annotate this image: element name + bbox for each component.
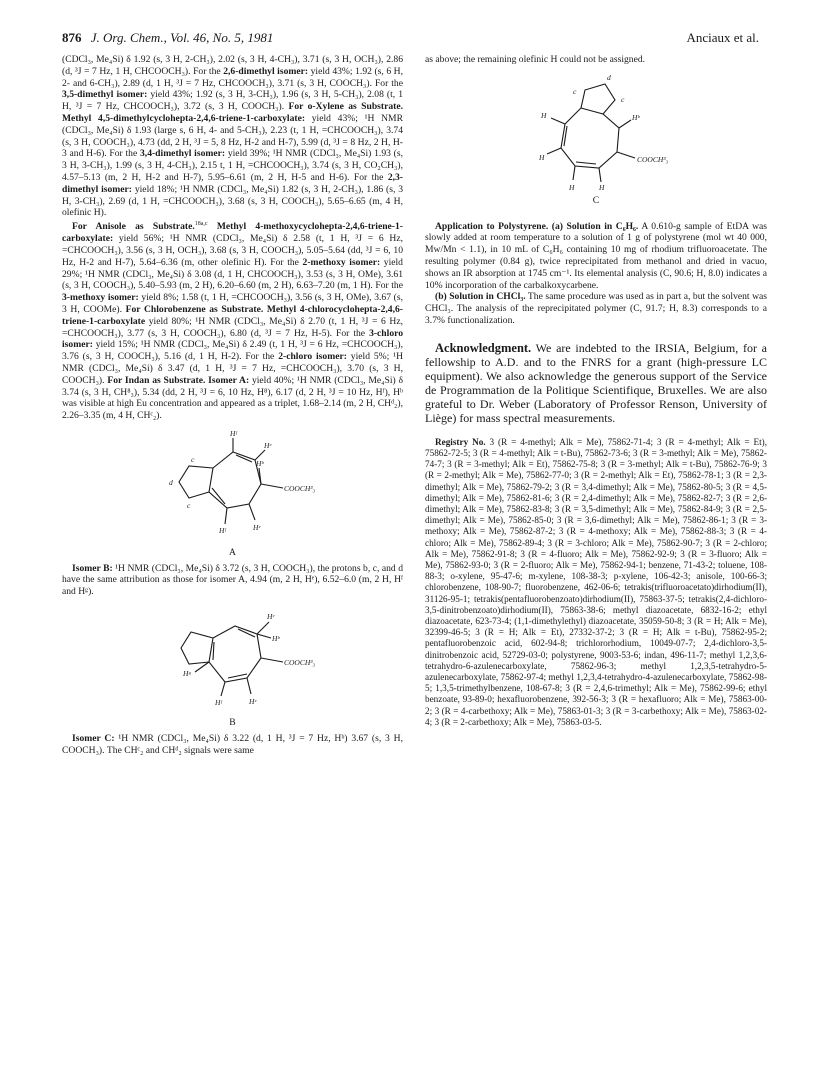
paragraph-isomer-c: Isomer C: ¹H NMR (CDCl₃, Me₄Si) δ 3.22 (d, 1 H, ³J = 7 Hz, Hᵇ) 3.67 (s, 3 H, COOCH₃). The CHᶜ₂ and CHᵈ₂ signals were same [62,732,403,756]
paragraph-isomer-b: Isomer B: ¹H NMR (CDCl₃, Me₄Si) δ 3.72 (s, 3 H, COOCH₃), the protons b, c, and d have the same attribution as those for isomer A, 4.94 (m, 2 H, Hᵉ), 6.52–6.0 (m, 2 H, Hᶠ and Hᵍ). [62,562,404,598]
label-hb: Hᵇ [632,112,640,122]
journal-citation: J. Org. Chem., Vol. 46, No. 5, 1981 [90,30,274,45]
structure-a [143,428,323,559]
registry-title: Registry No. [435,436,486,447]
structure-b-drawing [143,604,323,716]
structure-b [143,604,323,729]
label-hg: Hᵍ [182,669,191,679]
paragraph-continuation: as above; the remaining olefinic H could not be assigned. [425,54,646,65]
label-h1: H [541,110,547,120]
paragraph-xylene: (CDCl₃, Me₄Si) δ 1.92 (s, 3 H, 2-CH₃), 2.02 (s, 3 H, 4-CH₃), 3.71 (s, 3 H, OCH₃), 2.86 (d, ³J = 7 Hz, 1 H, CHCOOCH₃). For the 2,6-dimethyl isomer: yield 43%; 1.92 (s, 6 H, 2- and 6-CH₃), 2.89 (d, 1 H, ³J = 7 Hz, CHCOOCH₃), 3.71 (s, 3 H, COOCH₃). For the 3,5-dimethyl isomer: yield 43%; 1.92 (s, 3 H, 3-CH₃), 1.96 (s, 3 H, 5-CH₃), 2.08 (t, 1 H, ³J = 7 Hz, CHCOOCH₃), 3.72 (s, 3 H, COOCH₃). For o-Xylene as Substrate. Methyl 4,5-dimethylcyclohepta-2,4,6-triene-1-carboxylate: yield 43%; ¹H NMR (CDCl₃, Me₄Si) δ 1.93 (large s, 6 H, 4- and 5-CH₃), 2.23 (t, 1 H, =CHCOOCH₃), 3.74 (s, 3 H, COOCH₃), 4.73 (dd, 2 H, ³J = 5, 8 Hz, H-2 and H-7), 5.99 (d, ³J = 8 Hz, 2 H, H-3 and H-6). For the 3,4-dimethyl isomer: yield 39%; ¹H NMR (CDCl₃, Me₄Si) 1.93 (s, 3 H, 3-CH₃), 1.99 (s, 3 H, 4-CH₃), 2.15 t, 1 H, =CHCOOCH₃), 3.74 (s, 3 H, CO₂CH₃), 4.57–5.13 (m, 2 H, H-2 and H-7), 5.95–6.61 (m, 2 H, H-5 and H-6). For the 2,3-dimethyl isomer: yield 18%; ¹H NMR (CDCl₃, Me₄Si) 1.82 (s, 3 H, 2-CH₃), 1.86 (s, 3 H, 3-CH₃), 2.69 (d, 1 H, =CHCOOCH₃), 3.68 (s, 3 H, COOCH₃), 5.65–6.65 (m, 4 H, olefinic H). [62,54,404,219]
label-d: d [168,477,173,487]
label-he-top: Hᵉ [263,440,271,450]
paragraph-polystyrene-a: Application to Polystyrene. (a) Solution in C₆H₆. A 0.610-g sample of EtDA was slowly added at room temperature to a solution of 1 g of polystyrene (mol wt 40 000, Mw/Mn < 1.1), in 10 mL of C₆H₆ containing 10 mg of rhodium trifluoroacetate. The resulting polymer (0.84 g), twice reprecipitated from methanol and dried in vacuo, shows an IR absorption at 1745 cm⁻¹. Its elemental analysis (C, 90.6; H, 8.0) indicates a 10% incorporation of the carbalkoxycarbene. [425,220,767,291]
label-c-top: c [190,454,194,464]
paragraph-anisole: For Anisole as Substrate.$^{18a,c}$ Methyl 4-methoxycyclohepta-2,4,6-triene-1-carboxylate: yield 56%; ¹H NMR (CDCl₃, Me₄Si) δ 2.58 (t, 1 H, ³J = 6 Hz, =CHCOOCH₃), 3.56 (s, 3 H, OCH₃), 3.68 (s, 3 H, COOCH₃), 5.05–5.64 (dd, ³J = 6, 10 Hz, H-2 and H-7), 5.64–6.36 (m, other olefinic H). For the 2-methoxy isomer: yield 29%; ¹H NMR (CDCl₃, Me₄Si) δ 3.08 (d, 1 H, CHCOOCH₃), 3.53 (s, 3 H, OMe), 3.61 (s, 3 H, COOCH₃), 5.40–5.93 (m, 2 H), 6.20–6.60 (m, 2 H), 6.63–7.20 (m, 1 H). For the 3-methoxy isomer: yield 8%; 1.58 (t, 1 H, =CHCOOCH₃), 3.56 (s, 3 H, OMe), 3.67 (s, 3 H, COOMe). For Chlorobenzene as Substrate. Methyl 4-chlorocyclohepta-2,4,6-triene-1-carboxylate yield 80%; ¹H NMR (CDCl₃, Me₄Si) δ 2.70 (t, 1 H, ³J = 6 Hz, =CHCOOCH₃), 3.77 (s, 3 H, COOCH₃), 6.80 (d, ³J = 7 Hz, H-5). For the 3-chloro isomer: yield 15%; ¹H NMR (CDCl₃, Me₄Si) δ 2.49 (t, 1 H, ³J = 6 Hz, =CHCOOCH₃), 3.76 (s, 3 H, COOCH₃), 5.16 (d, 1 H, H-2). For the 2-chloro isomer: yield 5%; ¹H NMR (CDCl₃, Me₄Si) δ 3.47 (d, 1 H, ³J = 7 Hz, =CHCOOCH₃), 3.70 (s, 3 H, COOCH₃). For Indan as Substrate. Isomer A: yield 40%; ¹H NMR (CDCl₃, Me₄Si) δ 3.74 (s, 3 H, CH⁸₃), 5.34 (dd, 2 H, ³J = 6, 10 Hz, H⁸), 6.17 (d, 2 H, ³J = 10 Hz, Hᶠ), Hᵇ was visible at high Eu concentration and appeared as a triplet, 1.68–2.14 (m, 2 H, CHᵈ₂), 2.26–3.35 (m, 4 H, CHᶜ₂). [62,221,404,422]
label-hb: Hᵇ [271,634,279,644]
label-coo: COOCH³₃ [283,483,315,493]
paragraph-polystyrene-b: (b) Solution in CHCl₃. The same procedure was used as in part a, but the solvent was CHCl₃. The analysis of the reprecipitated polymer (C, 91.7; H, 8.3) corresponds to a 3.7% functionalization. [425,291,767,326]
label-h3: H [569,182,575,192]
registry-body: 3 (R = 4-methyl; Alk = Me), 75862-71-4; 3 (R = 4-methyl; Alk = Et), 75862-72-5; 3 (R = 4-methyl; Alk = t-Bu), 75862-73-6; 3 (R = 3-methyl; Alk = Me), 75862-74-7; 3 (R = 3-methyl; Alk = Et), 75862-75-8; 3 (R = 3-methyl; Alk = t-Bu), 75862-76-9; 3 (R = 2-methyl; Alk = Me), 75862-77-0; 3 (R = 2-methyl; Alk = Et), 75862-78-1; 3 (R = 2,3-dimethyl; Alk = Me), 75862-79-2; 3 (R = 3,4-dimethyl; Alk = Me), 75862-80-5; 3 (R = 4,5-dimethyl; Alk = Me), 75862-81-6; 3 (R = 2,4-dimethyl; Alk = Me), 75862-82-7; 3 (R = 2,6-dimethyl; Alk = Me), 75862-83-8; 3 (R = 3,5-dimethyl; Alk = Me), 75862-84-9; 3 (R = 2,5-dimethyl; Alk = Me), 75862-85-0; 3 (R = 3,6-dimethyl; Alk = Me), 75862-86-1; 3 (R = 3-methoxy; Alk = Me), 75862-87-2; 3 (R = 4-methoxy; Alk = Me), 75862-88-3; 3 (R = 4-chloro; Alk = Me), 75862-89-4; 3 (R = 3-chloro; Alk = Me), 75862-90-7; 3 (R = 2-chloro; Alk = Me), 75862-91-8; 3 (R = 4-fluoro; Alk = Me), 75862-92-9; 3 (R = 3-fluoro; Alk = Me), 75862-93-0; 3 (R = 2-fluoro; Alk = Me), 75862-94-1; benzene, 71-43-2; toluene, 108-88-3; o-xylene, 95-47-6; m-xylene, 108-38-3; p-xylene, 106-42-3; anisole, 100-66-3; chlorobenzene, 108-90-7; fluorobenzene, 462-06-6; tetrakis(trifluoroacetato)dirhodium(II), 31126-95-1; tetrakis(pentafluorobenzoato)dirhodium(II), 75863-37-5; tetrakis(2,4-dichloro-3,5-dinitrobenzoato)dirhodium(II), 75863-38-6; methyl diazoacetate, 6832-16-2; ethyl diazoacetate, 623-73-4; (1,1-dimethylethyl) diazoacetate, 35059-50-8; 3 (R = H; Alk = Me), 32399-46-5; 3 (R = H; Alk = Et), 27332-37-2; 3 (R = H; Alk = t-Bu), 75862-95-2; pentafluorobenzoic acid, 602-94-8; trichlororhodium, 10049-07-7; 2,4-dichloro-3,5-dinitrobenzoic acid, 52729-03-0; polystyrene, 9003-53-6; indan, 496-11-7; methyl 1,2,3,6-tetrahydro-6-azulenecarboxylate, 75862-96-3; methyl 1,2,3,5-tetrahydro-5-azulenecarboxylate, 75862-97-4; methyl 1,2,3,4-tetrahydro-4-azulenecarboxylate, 75862-98-5; 1,3,5-trimethylbenzene, 108-67-8; 3 (R = 2,4,6-trimethyl; Alk = Me), 75862-99-6; ethyl benzoate, 93-89-0; hexafluorobenzene, 392-56-3; 3 (R = hexafluoro; Alk = Me), 75863-00-2; 3 (R = 4-carbethoxy; Alk = Me), 75863-01-3; 3 (R = 3-carbethoxy; Alk = Me), 75863-02-4; 3 (R = 2-carbethoxy; Alk = Me), 75863-03-5. [425,436,768,727]
page-number: 876 [62,30,82,45]
label-he-top: Hᵉ [266,612,274,622]
label-he-bottom: Hᵉ [252,522,260,532]
label-coo: COOCH³₃ [637,154,669,164]
registry-numbers [425,437,767,728]
label-c-bottom: c [186,500,190,510]
label-hf: Hᶠ [214,698,222,708]
running-header-authors: Anciaux et al. [686,30,759,45]
label-c-right: c [621,94,625,104]
acknowledgment-body: We are indebted to the IRSIA, Belgium, for a fellowship to A.D. and to the FNRS for a grant (high-pressure LC equipment). We also acknowledge the generous support of the Service de Programmation de la Politique Scientifique, Bruxelles. We are also grateful to Dr. Weber (Laboratory of Professor Renson, University of Liège) for mass spectral measurements. [425,340,767,425]
label-h2: H [539,152,545,162]
acknowledgment-title: Acknowledgment. [435,340,532,355]
structure-c-drawing [501,72,691,194]
left-column [62,54,403,756]
structure-c [501,72,691,207]
structure-a-drawing [143,428,323,546]
label-hb: Hᵇ [255,458,263,468]
label-coo: COOCH³₃ [283,658,315,668]
label-hf-bottom: Hᶠ [218,525,226,535]
structure-a-caption: A [229,546,236,558]
label-he-bottom: Hᵉ [248,697,256,707]
label-d: d [607,72,611,82]
label-hf-top: Hᶠ [229,428,237,438]
label-c-left: c [573,86,577,96]
right-column [425,54,767,728]
structure-c-caption: C [592,194,600,206]
running-header-left [62,30,273,46]
label-h4: H [599,182,605,192]
structure-b-caption: B [229,717,236,729]
acknowledgment [425,341,767,425]
